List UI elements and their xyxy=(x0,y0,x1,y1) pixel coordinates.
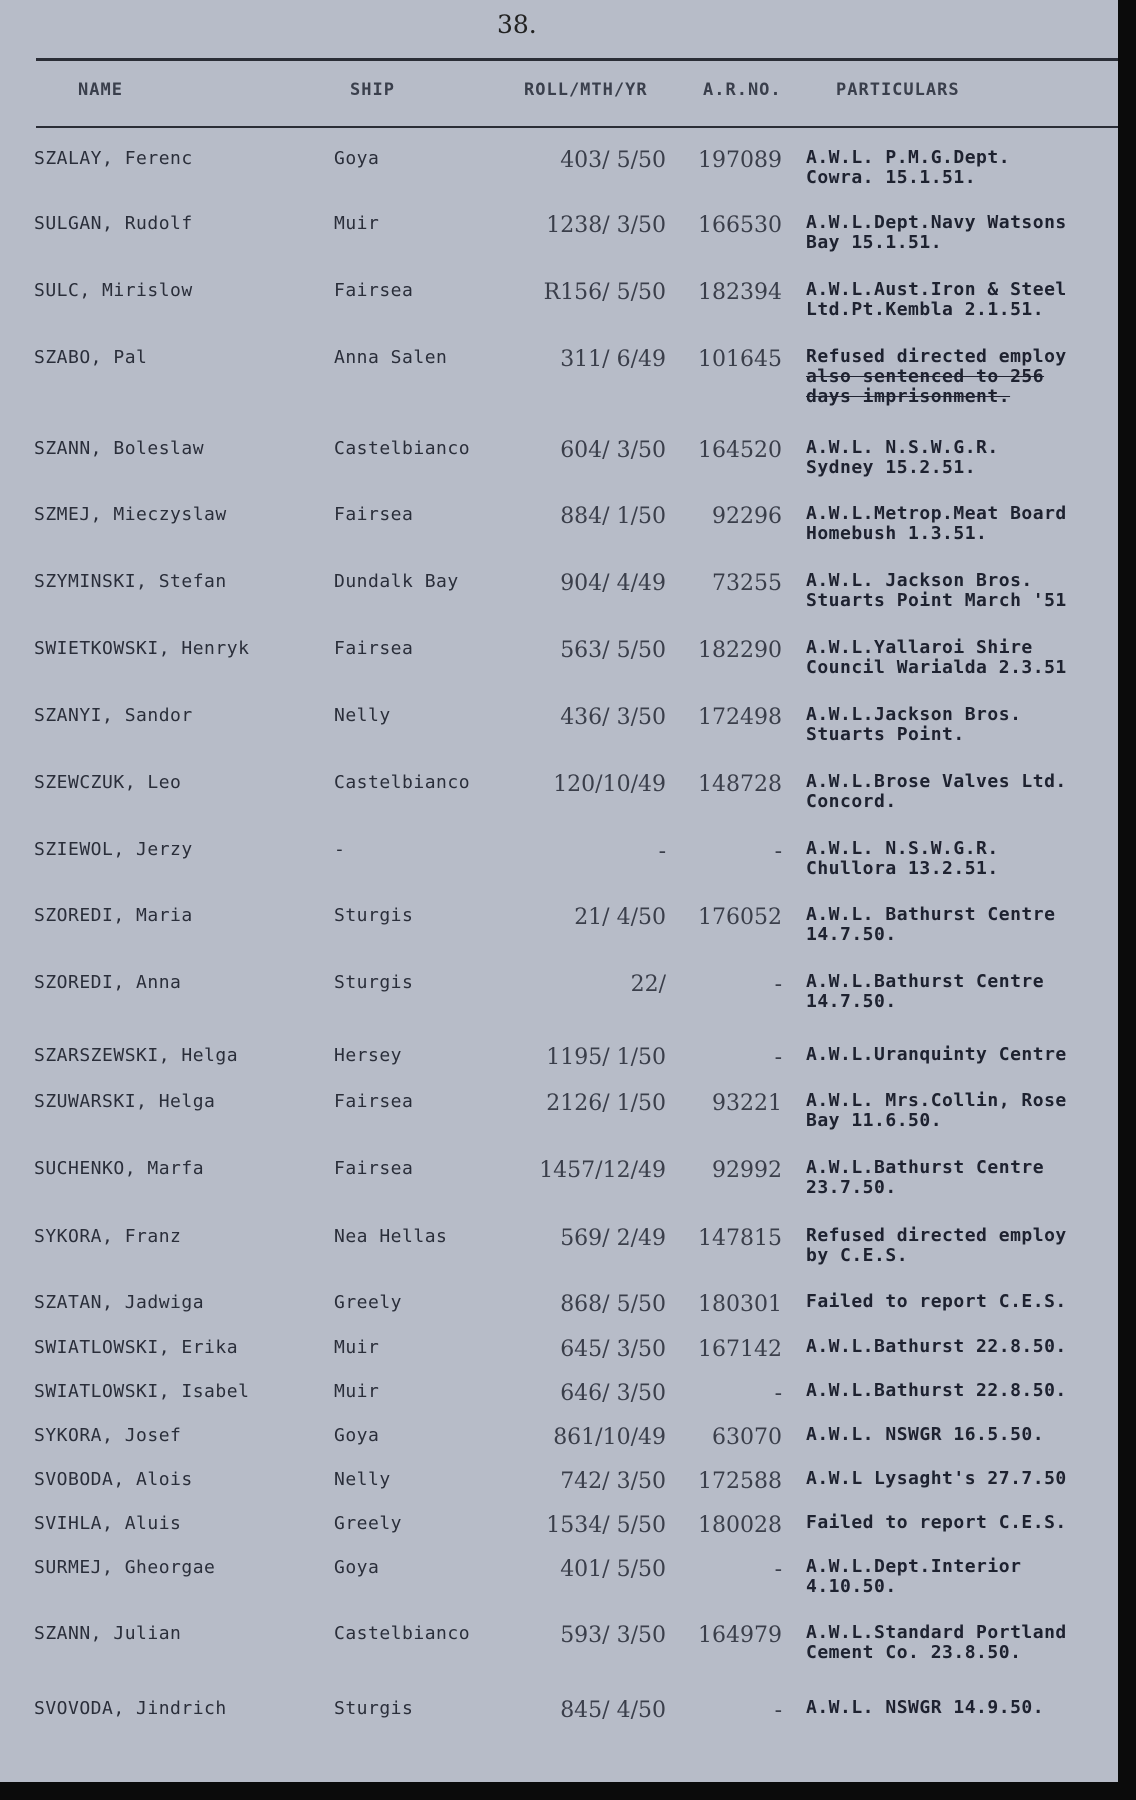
row-ar-no: 101645 xyxy=(698,347,782,372)
particulars-text: A.W.L.Bathurst Centre 14.7.50. xyxy=(806,972,1045,1012)
particulars-text: A.W.L. NSWGR 16.5.50. xyxy=(806,1425,1045,1445)
row-roll: R156/ 5/50 xyxy=(543,280,666,305)
table-row xyxy=(0,772,1118,834)
row-particulars xyxy=(806,705,1118,745)
table-row xyxy=(0,705,1118,767)
header-name: NAME xyxy=(78,80,123,100)
particulars-text: A.W.L. NSWGR 14.9.50. xyxy=(806,1698,1045,1718)
row-particulars xyxy=(806,772,1118,812)
row-name: SVIHLA, Aluis xyxy=(34,1513,182,1534)
table-row xyxy=(0,213,1118,275)
row-ship: Goya xyxy=(334,1425,380,1446)
particulars-text: A.W.L. Jackson Bros. Stuarts Point March '51 xyxy=(806,571,1067,611)
row-roll: 604/ 3/50 xyxy=(560,438,666,463)
table-row xyxy=(0,1698,1118,1760)
row-roll: 401/ 5/50 xyxy=(560,1557,666,1582)
table-row xyxy=(0,1158,1118,1220)
row-ar-no: 63070 xyxy=(712,1425,782,1450)
row-roll: 645/ 3/50 xyxy=(560,1337,666,1362)
row-roll: 861/10/49 xyxy=(553,1425,666,1450)
row-particulars xyxy=(806,148,1118,188)
row-ar-no: 180028 xyxy=(698,1513,782,1538)
row-particulars xyxy=(806,1337,1118,1357)
row-ar-no: 180301 xyxy=(698,1292,782,1317)
row-ship: Goya xyxy=(334,148,380,169)
row-roll: 593/ 3/50 xyxy=(560,1623,666,1648)
row-name: SZALAY, Ferenc xyxy=(34,148,193,169)
row-name: SZOREDI, Anna xyxy=(34,972,182,993)
row-name: SZABO, Pal xyxy=(34,347,148,368)
row-particulars xyxy=(806,972,1118,1012)
row-ship: Muir xyxy=(334,213,380,234)
particulars-text: A.W.L.Bathurst Centre 23.7.50. xyxy=(806,1158,1045,1198)
row-ship: Muir xyxy=(334,1381,380,1402)
row-particulars xyxy=(806,1091,1118,1131)
header-ar-no: A.R.NO. xyxy=(703,80,782,100)
row-ar-no: 93221 xyxy=(712,1091,782,1116)
row-particulars xyxy=(806,1425,1118,1445)
row-roll: 742/ 3/50 xyxy=(560,1469,666,1494)
particulars-text: A.W.L. N.S.W.G.R. Chullora 13.2.51. xyxy=(806,839,999,879)
row-name: SULC, Mirislow xyxy=(34,280,193,301)
header-roll: ROLL/MTH/YR xyxy=(524,80,648,100)
row-particulars xyxy=(806,213,1118,253)
table-row xyxy=(0,438,1118,500)
row-name: SZUWARSKI, Helga xyxy=(34,1091,216,1112)
row-ship: Hersey xyxy=(334,1045,403,1066)
row-name: SYKORA, Franz xyxy=(34,1226,182,1247)
row-particulars xyxy=(806,1226,1118,1266)
row-particulars xyxy=(806,1513,1118,1533)
row-ship: Castelbianco xyxy=(334,1623,471,1644)
row-ship: - xyxy=(334,839,346,860)
table-row xyxy=(0,1226,1118,1288)
row-ar-no: 182394 xyxy=(698,280,782,305)
particulars-text: A.W.L.Aust.Iron & Steel Ltd.Pt.Kembla 2.1.51. xyxy=(806,280,1067,320)
row-ship: Fairsea xyxy=(334,638,414,659)
row-roll: 646/ 3/50 xyxy=(560,1381,666,1406)
particulars-text: A.W.L. Bathurst Centre 14.7.50. xyxy=(806,905,1056,945)
table-row xyxy=(0,1557,1118,1619)
row-name: SURMEJ, Gheorgae xyxy=(34,1557,216,1578)
row-name: SWIATLOWSKI, Isabel xyxy=(34,1381,250,1402)
table-row xyxy=(0,1623,1118,1685)
particulars-text: A.W.L.Metrop.Meat Board Homebush 1.3.51. xyxy=(806,504,1067,544)
row-ship: Anna Salen xyxy=(334,347,448,368)
row-name: SZMEJ, Mieczyslaw xyxy=(34,504,227,525)
row-ship: Fairsea xyxy=(334,1091,414,1112)
row-ship: Sturgis xyxy=(334,972,414,993)
row-particulars xyxy=(806,1698,1118,1718)
row-ar-no: 172588 xyxy=(698,1469,782,1494)
particulars-text: A.W.L.Brose Valves Ltd. Concord. xyxy=(806,772,1067,812)
row-ar-no: 92296 xyxy=(712,504,782,529)
row-roll: 1238/ 3/50 xyxy=(546,213,666,238)
row-particulars xyxy=(806,347,1118,407)
row-ship: Muir xyxy=(334,1337,380,1358)
particulars-text: Refused directed employ by C.E.S. xyxy=(806,1226,1067,1266)
row-roll: 569/ 2/49 xyxy=(560,1226,666,1251)
row-particulars xyxy=(806,1557,1118,1597)
row-ar-no: - xyxy=(774,1381,782,1406)
row-ship: Fairsea xyxy=(334,280,414,301)
row-name: SWIETKOWSKI, Henryk xyxy=(34,638,250,659)
table-row xyxy=(0,638,1118,700)
row-ship: Castelbianco xyxy=(334,772,471,793)
row-particulars xyxy=(806,638,1118,678)
row-ship: Nelly xyxy=(334,705,391,726)
row-particulars xyxy=(806,438,1118,478)
row-roll: 120/10/49 xyxy=(553,772,666,797)
row-name: SZARSZEWSKI, Helga xyxy=(34,1045,239,1066)
row-particulars xyxy=(806,839,1118,879)
row-particulars xyxy=(806,571,1118,611)
particulars-text: A.W.L. Mrs.Collin, Rose Bay 11.6.50. xyxy=(806,1091,1067,1131)
row-particulars xyxy=(806,1292,1118,1312)
row-ar-no: 73255 xyxy=(712,571,782,596)
row-name: SWIATLOWSKI, Erika xyxy=(34,1337,239,1358)
row-ship: Greely xyxy=(334,1513,403,1534)
row-name: SZEWCZUK, Leo xyxy=(34,772,182,793)
particulars-text: A.W.L Lysaght's 27.7.50 xyxy=(806,1469,1067,1489)
row-roll: 1457/12/49 xyxy=(539,1158,666,1183)
row-name: SZYMINSKI, Stefan xyxy=(34,571,227,592)
row-particulars xyxy=(806,280,1118,320)
row-name: SUCHENKO, Marfa xyxy=(34,1158,205,1179)
particulars-text: A.W.L.Jackson Bros. Stuarts Point. xyxy=(806,705,1022,745)
row-ar-no: 166530 xyxy=(698,213,782,238)
row-name: SZIEWOL, Jerzy xyxy=(34,839,193,860)
row-ship: Goya xyxy=(334,1557,380,1578)
row-roll: 22/ xyxy=(630,972,666,997)
table-row xyxy=(0,148,1118,210)
particulars-text: A.W.L.Dept.Interior 4.10.50. xyxy=(806,1557,1022,1597)
row-particulars xyxy=(806,1381,1118,1401)
particulars-text: A.W.L. P.M.G.Dept. Cowra. 15.1.51. xyxy=(806,148,1011,188)
row-particulars xyxy=(806,1158,1118,1198)
particulars-text: A.W.L.Dept.Navy Watsons Bay 15.1.51. xyxy=(806,213,1067,253)
row-roll: - xyxy=(658,839,666,864)
table-row xyxy=(0,571,1118,633)
row-ar-no: 148728 xyxy=(698,772,782,797)
particulars-text: Refused directed employ xyxy=(806,347,1067,367)
row-ar-no: - xyxy=(774,839,782,864)
row-name: SZANN, Julian xyxy=(34,1623,182,1644)
particulars-text: Failed to report C.E.S. xyxy=(806,1513,1067,1533)
row-ship: Dundalk Bay xyxy=(334,571,459,592)
row-roll: 1195/ 1/50 xyxy=(546,1045,666,1070)
row-name: SVOBODA, Alois xyxy=(34,1469,193,1490)
row-ship: Castelbianco xyxy=(334,438,471,459)
row-ship: Sturgis xyxy=(334,1698,414,1719)
row-ar-no: 182290 xyxy=(698,638,782,663)
particulars-text: A.W.L.Standard Portland Cement Co. 23.8.50. xyxy=(806,1623,1067,1663)
table-row xyxy=(0,280,1118,342)
particulars-text: A.W.L.Yallaroi Shire Council Warialda 2.3.51 xyxy=(806,638,1067,678)
particulars-text: A.W.L.Uranquinty Centre xyxy=(806,1045,1067,1065)
row-roll: 563/ 5/50 xyxy=(560,638,666,663)
row-ship: Fairsea xyxy=(334,1158,414,1179)
row-ar-no: 147815 xyxy=(698,1226,782,1251)
row-roll: 1534/ 5/50 xyxy=(546,1513,666,1538)
row-roll: 868/ 5/50 xyxy=(560,1292,666,1317)
page-number: 38. xyxy=(497,10,537,39)
row-ar-no: 172498 xyxy=(698,705,782,730)
table-row xyxy=(0,347,1118,409)
row-ar-no: 176052 xyxy=(698,905,782,930)
particulars-text: A.W.L. N.S.W.G.R. Sydney 15.2.51. xyxy=(806,438,999,478)
row-roll: 845/ 4/50 xyxy=(560,1698,666,1723)
table-row xyxy=(0,504,1118,566)
row-ship: Fairsea xyxy=(334,504,414,525)
row-ar-no: 164979 xyxy=(698,1623,782,1648)
row-roll: 436/ 3/50 xyxy=(560,705,666,730)
table-row xyxy=(0,1091,1118,1153)
row-ship: Greely xyxy=(334,1292,403,1313)
row-roll: 21/ 4/50 xyxy=(574,905,666,930)
row-ar-no: 167142 xyxy=(698,1337,782,1362)
row-roll: 2126/ 1/50 xyxy=(546,1091,666,1116)
row-ship: Nelly xyxy=(334,1469,391,1490)
row-ar-no: 164520 xyxy=(698,438,782,463)
row-name: SZANN, Boleslaw xyxy=(34,438,205,459)
row-ship: Sturgis xyxy=(334,905,414,926)
row-roll: 311/ 6/49 xyxy=(560,347,666,372)
header-particulars: PARTICULARS xyxy=(836,80,960,100)
row-ar-no: 92992 xyxy=(712,1158,782,1183)
row-roll: 904/ 4/49 xyxy=(560,571,666,596)
row-name: SZANYI, Sandor xyxy=(34,705,193,726)
row-name: SYKORA, Josef xyxy=(34,1425,182,1446)
row-roll: 403/ 5/50 xyxy=(560,148,666,173)
row-ar-no: 197089 xyxy=(698,148,782,173)
header-ship: SHIP xyxy=(350,80,395,100)
row-ar-no: - xyxy=(774,1045,782,1070)
particulars-struck-text: also sentenced to 256 days imprisonment. xyxy=(806,366,1045,407)
particulars-text: Failed to report C.E.S. xyxy=(806,1292,1067,1312)
row-roll: 884/ 1/50 xyxy=(560,504,666,529)
row-ar-no: - xyxy=(774,1698,782,1723)
row-ship: Nea Hellas xyxy=(334,1226,448,1247)
row-ar-no: - xyxy=(774,1557,782,1582)
row-particulars xyxy=(806,1623,1118,1663)
row-name: SVOVODA, Jindrich xyxy=(34,1698,227,1719)
table-row xyxy=(0,839,1118,901)
row-particulars xyxy=(806,1045,1118,1065)
row-particulars xyxy=(806,504,1118,544)
particulars-text: A.W.L.Bathurst 22.8.50. xyxy=(806,1337,1067,1357)
row-ar-no: - xyxy=(774,972,782,997)
table-row xyxy=(0,972,1118,1034)
row-particulars xyxy=(806,905,1118,945)
row-name: SZATAN, Jadwiga xyxy=(34,1292,205,1313)
particulars-text: A.W.L.Bathurst 22.8.50. xyxy=(806,1381,1067,1401)
row-name: SZOREDI, Maria xyxy=(34,905,193,926)
row-name: SULGAN, Rudolf xyxy=(34,213,193,234)
table-row xyxy=(0,905,1118,967)
row-particulars xyxy=(806,1469,1118,1489)
